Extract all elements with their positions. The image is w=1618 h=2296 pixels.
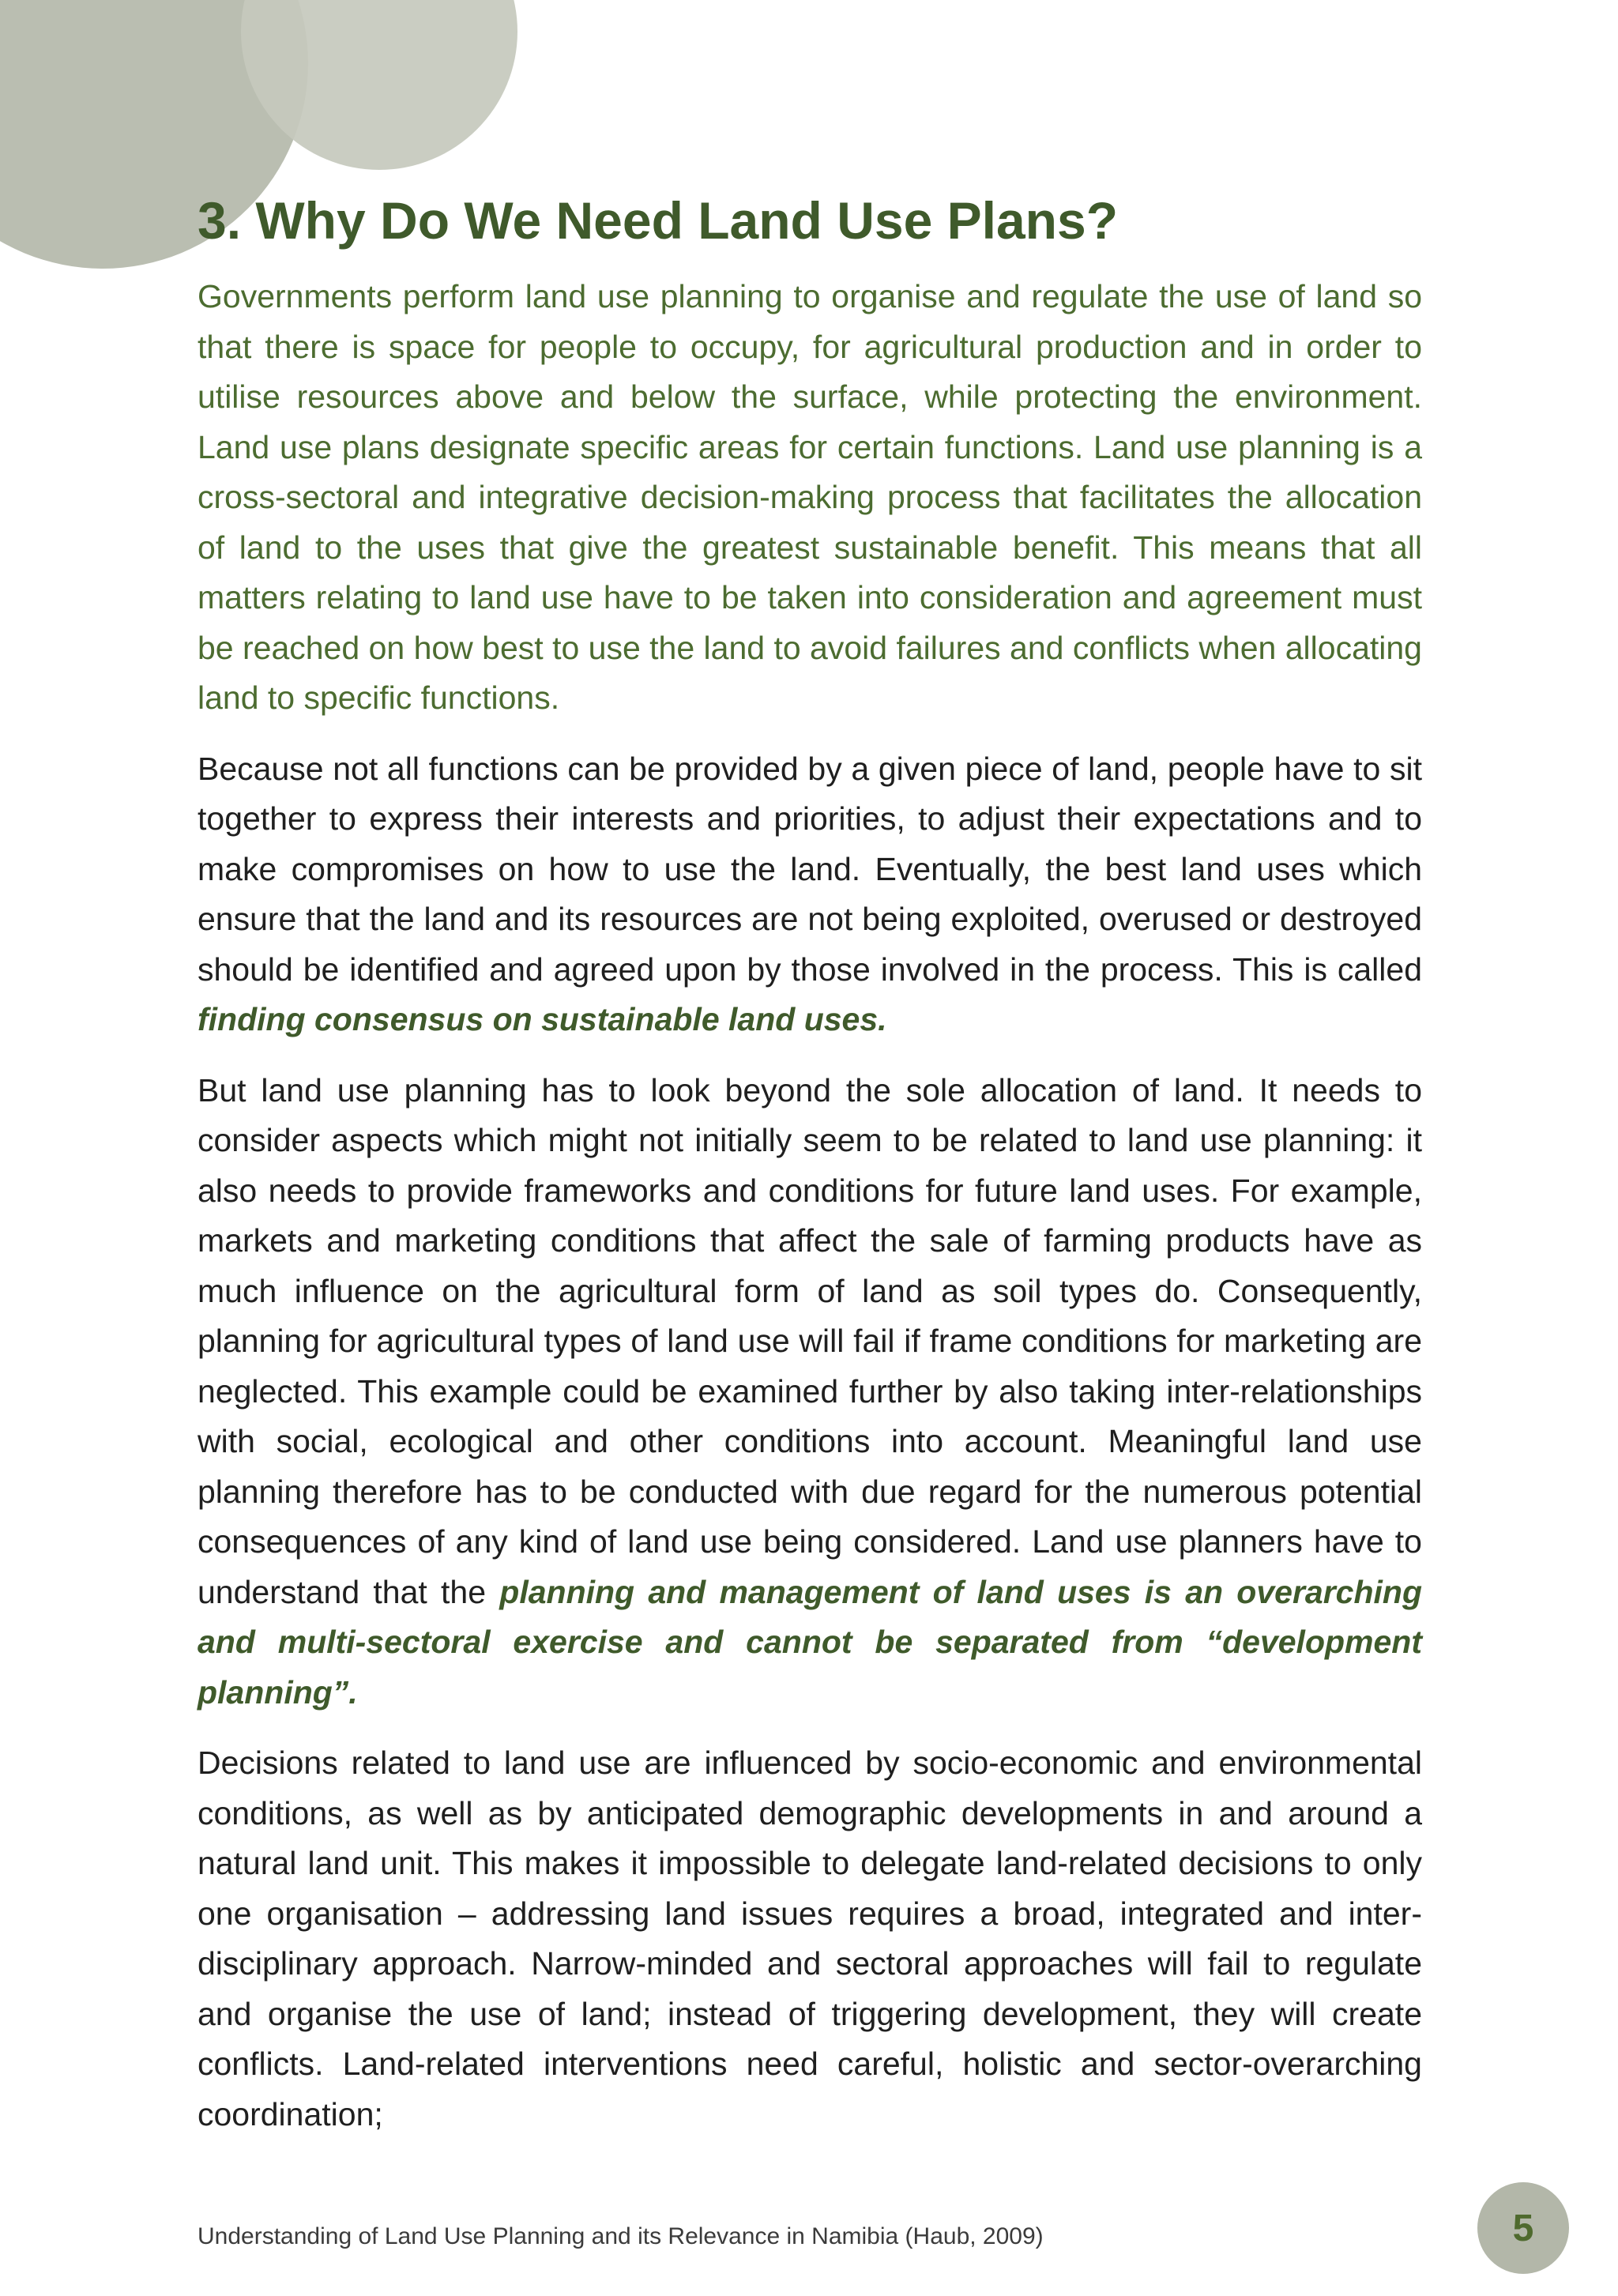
intro-paragraph: Governments perform land use planning to organise and regulate the use of land so that there is space for people to occupy, for agricultural production and in order to utilise resources above and below the surface, while protecting the environment. Land use plans designate specific areas for certain functions. Land use planning is a cross-sectoral and integrative decision-making process that facilitates the allocation of land to the uses that give the greatest sustainable benefit. This means that all matters relating to land use have to be taken into consideration and agreement must be reached on how best to use the land to avoid failures and conflicts when allocating land to specific functions. — [198, 278, 1422, 716]
page-number-badge: 5 — [1477, 2182, 1569, 2274]
footer-citation: Understanding of Land Use Planning and its Relevance in Namibia (Haub, 2009) — [198, 2223, 1044, 2249]
body-paragraph-consensus — [198, 744, 1422, 1045]
paragraph-text: But land use planning has to look beyond the sole allocation of land. It needs to consider aspects which might not initially seem to be related to land use planning: it also needs to provide frameworks and conditions for future land uses. For example, markets and marketing conditions that affect the sale of farming products have as much influence on the agricultural form of land as soil types do. Consequently, planning for agricultural types of land use will fail if frame conditions for marketing are neglected. This example could be examined further by also taking inter-relationships with social, ecological and other conditions into account. Meaningful land use planning therefore has to be conducted with due regard for the numerous potential consequences of any kind of land use being considered. Land use planners have to understand that the — [198, 1071, 1422, 1610]
body-paragraph-beyond-allocation — [198, 1066, 1422, 1718]
body-paragraph-decisions: Decisions related to land use are influenced by socio-economic and environmental conditions, as well as by anticipated demographic developments in and around a natural land unit. This makes it impossible to delegate land-related decisions to only one organisation – addressing land issues requires a broad, integrated and inter-disciplinary approach. Narrow-minded and sectoral approaches will fail to regulate and organise the use of land; instead of triggering development, they will create conflicts. Land-related interventions need careful, holistic and sector-overarching coordination; — [198, 1745, 1422, 2132]
emphasis-text: finding consensus on sustainable land uses. — [198, 1001, 887, 1037]
section-heading: 3. Why Do We Need Land Use Plans? — [198, 191, 1119, 250]
page-content — [198, 186, 1422, 2160]
paragraph-text: Because not all functions can be provided by a given piece of land, people have to sit together to express their interests and priorities, to adjust their expectations and to make compromises on how to use the land. Eventually, the best land uses which ensure that the land and its resources are not being exploited, overused or destroyed should be identified and agreed upon by those involved in the process. This is called — [198, 750, 1422, 988]
emphasis-text: planning and management of land uses is an overarching and multi-sectoral exercise and cannot be separated from “development planning”. — [198, 1573, 1422, 1711]
